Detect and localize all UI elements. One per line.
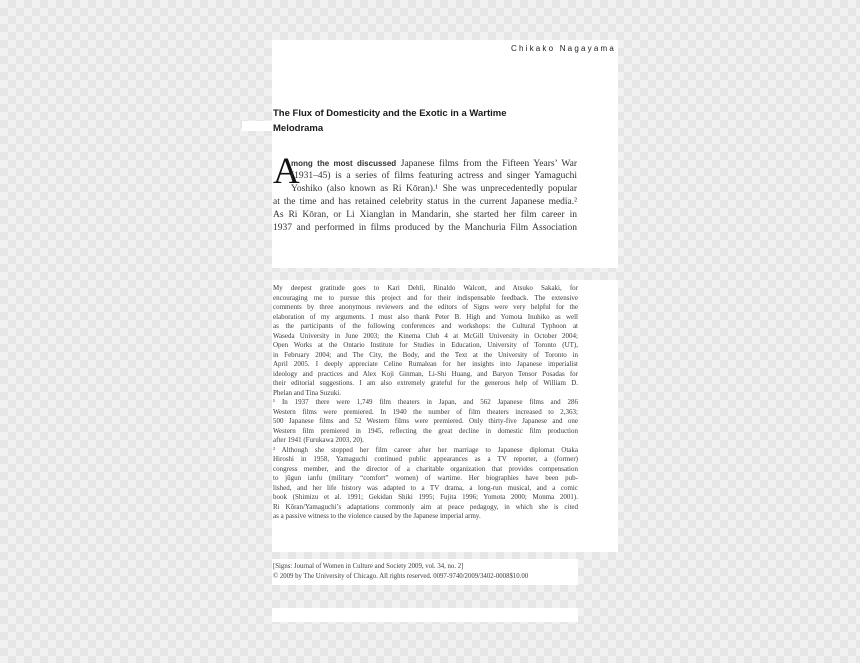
footnote-line: My deepest gratitude goes to Kari Dehli, Rinaldo Walcott, and Atsuko Sakaki, for [273, 284, 578, 292]
footnote-line: Western films were premiered. In 1940 the number of film theaters increased to 2,363; [273, 408, 578, 416]
footnote-line: 500 Japanese films and 52 Western films were premiered. Only thirty-five Japanese and one [273, 417, 578, 425]
running-head-author: Chikako Nagayama [510, 44, 616, 53]
footnote-line: April 2005. I deeply appreciate Celine Rumalean for her insights into Japanese imperialist [273, 360, 578, 368]
citation-journal: [Signs: Journal of Women in Culture and Society 2009, vol. 34, no. 2] [273, 563, 464, 570]
article-title-line: Melodrama [273, 123, 324, 134]
footnote-line: Ri Kōran/Yamaguchi’s adaptations commonly aim at peace pedagogy, in which she is cited [273, 503, 578, 511]
footnote-line: lished, and her life history was adapted to a TV drama, a long-run musical, and a comic [273, 484, 578, 492]
footnote-line: ideology and practices and Alex Koji Ginman, Li-Shi Huang, and Baryon Tensor Posadas for [273, 370, 578, 378]
body-line: As Ri Kōran, or Li Xianglan in Mandarin, she started her film career in [273, 210, 577, 220]
body-line: 1937 and performed in films produced by the Manchuria Film Association [273, 223, 577, 233]
article-title [273, 106, 573, 136]
footnote-line: ² Although she stopped her film career after her marriage to Japanese diplomat Otaka [273, 446, 578, 454]
body-line: (1931–45) is a series of films featuring actress and singer Yamaguchi [291, 171, 577, 181]
footnote-line: as a passive witness to the violence caused by the Japanese imperial army. [273, 512, 481, 520]
footnote-line: after 1941 (Furukawa 2003, 20). [273, 436, 364, 444]
footnote-line: comments by three anonymous reviewers and the editors of Signs were very helpful for the [273, 303, 578, 311]
footnote-line: encouraging me to pursue this project and for their indispensable feedback. The extensive [273, 294, 578, 302]
run-in-heading: mong the most discussed [291, 159, 397, 168]
body-line: Yoshiko (also known as Ri Kōran).¹ She was unprecedentedly popular [291, 184, 577, 194]
footnote-line: elaboration of my arguments. I must also thank Peter B. High and Yomota Inuhiko as well [273, 313, 578, 321]
footnote-line: book (Shimizu et al. 1991; Gekidan Shiki 1995; Fujita 1996; Yomota 2000; Monma 2001). [273, 493, 578, 501]
footnote-line: in February 2004; and The City, the Body, and the Text at the University of Toronto in [273, 351, 578, 359]
body-line [291, 157, 577, 171]
footnote-line: Phelan and Tina Suzuki. [273, 389, 342, 397]
footnote-line: congress member, and the director of a charitable organization that provides compensation [273, 465, 578, 473]
page-fragment-side [242, 121, 274, 131]
footnote-line: as the participants of the following conferences and workshops: the Cultural Typhoon at [273, 322, 578, 330]
footnote-line: Western film premiered in 1945, reflecting the great decline in domestic film production [273, 427, 578, 435]
footnote-line: Waseda University in June 2003; the Kinema Club 4 at McGill University in October 2004; [273, 332, 578, 340]
article-title-line: The Flux of Domesticity and the Exotic in a Wartime [273, 108, 507, 119]
body-line: at the time and has retained celebrity status in the current Japanese media.² [273, 197, 577, 207]
citation-copyright: © 2009 by The University of Chicago. All rights reserved. 0097-9740/2009/3402-0008$10.00 [273, 573, 529, 580]
footnote-line: ¹ In 1937 there were 1,749 film theaters in Japan, and 562 Japanese films and 286 [273, 398, 578, 406]
drop-cap: A [273, 151, 300, 192]
footnote-line: Hiroshi in 1958, Yamaguchi continued public appearances as a TV reporter, a (former) [273, 455, 578, 463]
footnote-line: their editorial suggestions. I am also extremely grateful for the generous help of William D. [273, 379, 578, 387]
body-line-text: Japanese films from the Fifteen Years’ War [396, 159, 578, 169]
footnote-line: Open Works at the Ontario Institute for Studies in Education, University of Toronto (UT), [273, 341, 578, 349]
page-fragment-bottom [272, 608, 578, 622]
footnote-line: to jūgun ianfu (military “comfort” women) of wartime. Her biographies have been pub- [273, 474, 578, 482]
